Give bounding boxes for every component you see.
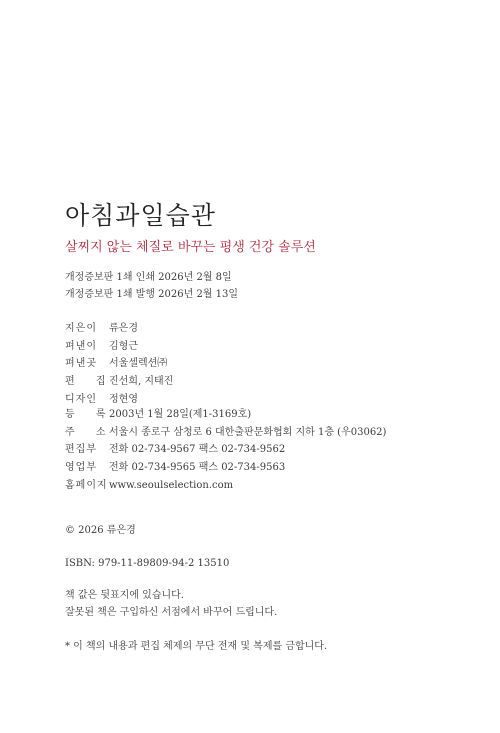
exchange-note: 잘못된 책은 구입하신 서점에서 바꾸어 드립니다. [65, 607, 278, 618]
edition-info [65, 269, 238, 303]
edition-publish-line: 개정증보판 1쇄 발행 2026년 2월 13일 [65, 289, 239, 300]
credits-list [65, 320, 173, 408]
publisher-row [65, 406, 386, 424]
publisher-label: 편집부 [65, 444, 97, 456]
publisher-label: 영업부 [65, 462, 97, 474]
publisher-label: 홈페이지 [65, 479, 108, 491]
publisher-value: 전화 02-734-9565 팩스 02-734-9563 [109, 462, 286, 474]
publisher-row [65, 459, 386, 477]
credit-value: 서울셀렉션㈜ [109, 358, 168, 370]
website-link: www.seoulselection.com [109, 479, 234, 491]
credit-label: 디자인 [65, 393, 97, 405]
credit-label: 펴낸곳 [65, 358, 97, 370]
book-subtitle: 살찌지 않는 체질로 바꾸는 평생 건강 솔루션 [65, 240, 316, 255]
credit-label: 지은이 [65, 323, 97, 335]
credit-label: 편 집 [65, 376, 115, 388]
credit-row [65, 373, 173, 391]
credit-value: 정현영 [109, 393, 138, 405]
publisher-row [65, 441, 386, 459]
credit-value: 진선희, 지태진 [109, 376, 174, 388]
credit-row [65, 320, 173, 338]
publisher-value: 전화 02-734-9567 팩스 02-734-9562 [109, 444, 286, 456]
publisher-row [65, 424, 386, 442]
price-note: 책 값은 뒷표지에 있습니다. [65, 590, 184, 601]
credit-label: 펴낸이 [65, 340, 97, 352]
credit-row [65, 355, 173, 373]
credit-row [65, 338, 173, 356]
copyright-notice: © 2026 류은경 [65, 525, 136, 536]
publisher-info [65, 406, 386, 494]
book-title: 아침과일습관 [65, 201, 216, 230]
publisher-label: 등 록 [65, 409, 115, 421]
publisher-value: 서울시 종로구 삼청로 6 대한출판문화협회 지하 1층 (우03062) [109, 426, 387, 438]
notes-block [65, 587, 277, 621]
isbn-number: ISBN: 979-11-89809-94-2 13510 [65, 558, 230, 569]
publisher-label: 주 소 [65, 426, 115, 438]
publisher-row [65, 476, 386, 494]
reproduction-footnote: * 이 책의 내용과 편집 체제의 무단 전재 및 복제를 금합니다. [65, 641, 328, 652]
credit-value: 류은경 [109, 323, 138, 335]
credit-value: 김형근 [109, 340, 138, 352]
publisher-value: 2003년 1월 28일(제1-3169호) [109, 409, 252, 421]
edition-print-line: 개정증보판 1쇄 인쇄 2026년 2월 8일 [65, 272, 232, 283]
